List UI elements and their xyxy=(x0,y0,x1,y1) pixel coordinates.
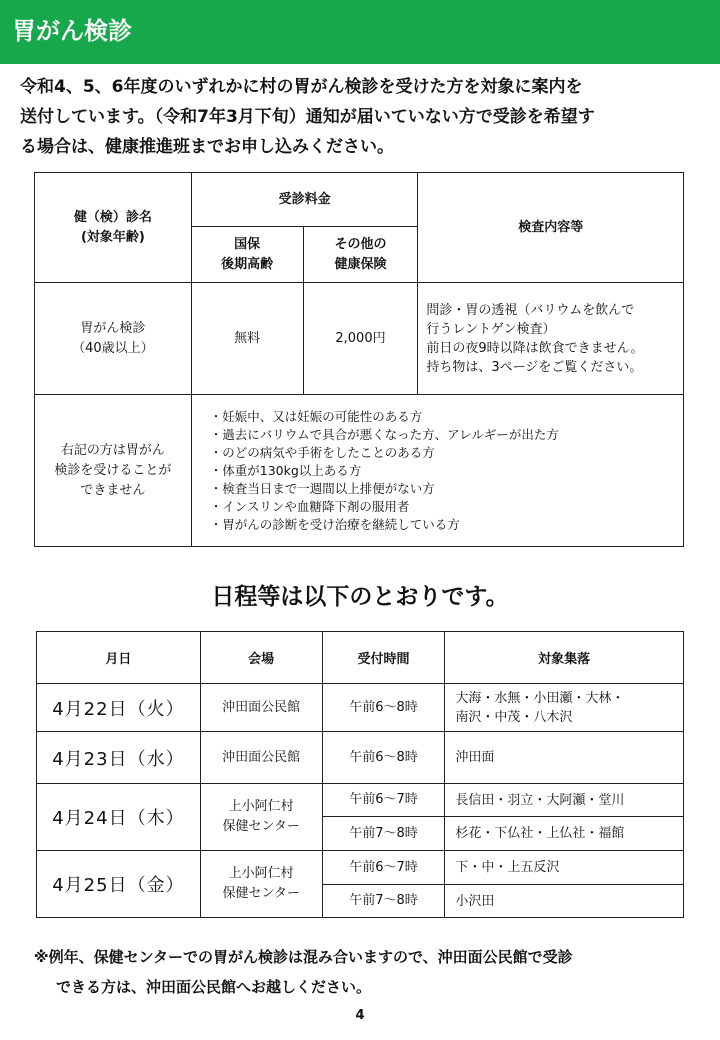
list-item: ・体重が130kg以上ある方 xyxy=(209,462,362,478)
schedule-venue: 上小阿仁村 保健センター xyxy=(200,851,322,918)
schedule-title: 日程等は以下のとおりです。 xyxy=(211,584,509,610)
schedule-table xyxy=(36,631,684,918)
schedule-venue: 沖田面公民館 xyxy=(200,732,322,784)
intro-line: る場合は、健康推進班までお申し込みください。 xyxy=(20,137,394,157)
schedule-area: 沖田面 xyxy=(445,732,684,784)
schedule-date: 4月23日（水） xyxy=(37,732,201,784)
schedule-area: 下・中・上五反沢 xyxy=(445,851,684,885)
list-item: ・妊娠中、又は妊娠の可能性のある方 xyxy=(209,408,423,424)
exam-name-cell: 胃がん検診 （40歳以上） xyxy=(35,283,192,395)
schedule-time: 午前7～8時 xyxy=(322,817,445,851)
page-title: 胃がん検診 xyxy=(12,17,132,45)
list-item: ・検査当日まで一週間以上排便がない方 xyxy=(209,480,435,496)
list-item: ・胃がんの診断を受け治療を継続している方 xyxy=(209,516,460,532)
fee-table xyxy=(34,172,684,547)
page-number: 4 xyxy=(355,1008,365,1023)
schedule-area: 大海・水無・小田瀬・大林・ 南沢・中茂・八木沢 xyxy=(445,684,684,732)
note-line: できる方は、沖田面公民館へお越しください。 xyxy=(56,978,372,996)
schedule-date: 4月24日（木） xyxy=(37,784,201,851)
list-item: ・インスリンや血糖降下剤の服用者 xyxy=(209,498,410,514)
schedule-header-date: 月日 xyxy=(37,632,201,684)
intro-text xyxy=(20,72,704,162)
schedule-venue: 沖田面公民館 xyxy=(200,684,322,732)
table-row xyxy=(37,784,684,817)
fee-table-header-national: 国保 後期高齢 xyxy=(191,227,303,283)
table-row xyxy=(37,684,684,732)
intro-line: 令和4、5、6年度のいずれかに村の胃がん検診を受けた方を対象に案内を xyxy=(20,77,583,97)
schedule-venue: 上小阿仁村 保健センター xyxy=(200,784,322,851)
schedule-header-venue: 会場 xyxy=(200,632,322,684)
fee-table-header-name: 健（検）診名 (対象年齢) xyxy=(35,173,192,283)
exam-content-cell: 問診・胃の透視（バリウムを飲んで 行うレントゲン検査） 前日の夜9時以降は飲食できません。 持ち物は、3ページをご覧ください。 xyxy=(418,283,684,395)
fee-table-header-fee: 受診料金 xyxy=(191,173,418,227)
schedule-area: 杉花・下仏社・上仏社・福館 xyxy=(445,817,684,851)
page-header xyxy=(0,0,720,64)
exclusion-label-cell: 右記の方は胃がん 検診を受けることが できません xyxy=(35,395,192,547)
table-row xyxy=(37,732,684,784)
list-item: ・過去にバリウムで具合が悪くなった方、アレルギーが出た方 xyxy=(209,426,559,442)
schedule-date: 4月22日（火） xyxy=(37,684,201,732)
schedule-time: 午前7～8時 xyxy=(322,885,445,918)
schedule-time: 午前6～7時 xyxy=(322,851,445,885)
schedule-time: 午前6～8時 xyxy=(322,684,445,732)
fee-table-header-other: その他の 健康保険 xyxy=(303,227,418,283)
fee-national-cell: 無料 xyxy=(191,283,303,395)
schedule-area: 小沢田 xyxy=(445,885,684,918)
fee-other-cell: 2,000円 xyxy=(303,283,418,395)
list-item: ・のどの病気や手術をしたことのある方 xyxy=(209,444,435,460)
schedule-date: 4月25日（金） xyxy=(37,851,201,918)
intro-line: 送付しています。（令和7年3月下旬）通知が届いていない方で受診を希望す xyxy=(20,107,595,127)
schedule-header-time: 受付時間 xyxy=(322,632,445,684)
schedule-header-area: 対象集落 xyxy=(445,632,684,684)
schedule-time: 午前6～8時 xyxy=(322,732,445,784)
table-row xyxy=(37,851,684,885)
schedule-area: 長信田・羽立・大阿瀬・堂川 xyxy=(445,784,684,817)
schedule-time: 午前6～7時 xyxy=(322,784,445,817)
exclusion-list-cell xyxy=(191,395,683,547)
note-text xyxy=(34,942,694,1002)
fee-table-header-content: 検査内容等 xyxy=(418,173,684,283)
note-line: ※例年、保健センターでの胃がん検診は混み合いますので、沖田面公民館で受診 xyxy=(34,948,573,966)
